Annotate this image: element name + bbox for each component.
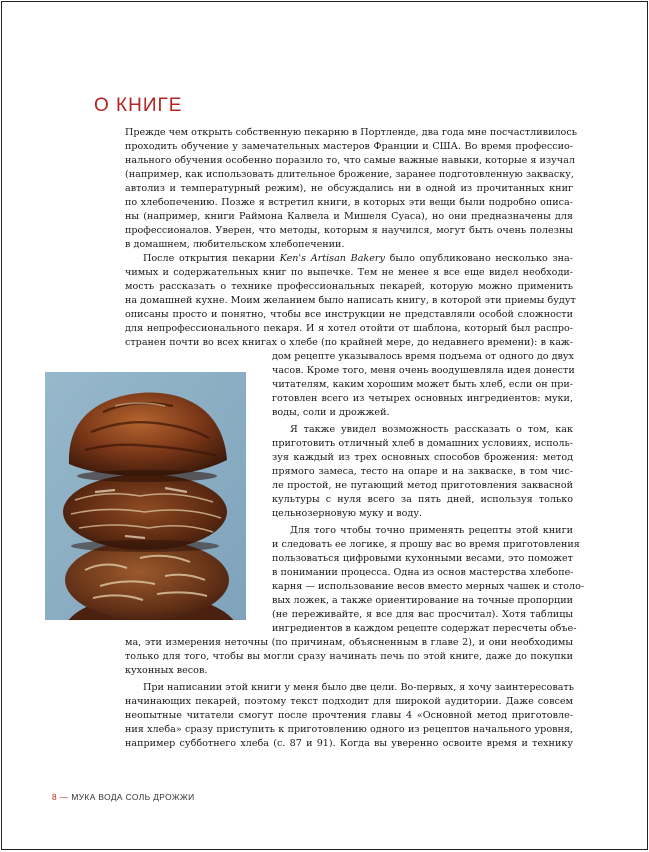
text-line: в домашнем, любительском хлебопечении. [125, 239, 345, 250]
book-page [1, 1, 648, 850]
text-line: проходить обучение у замечательных мастеров Франции и США. Во время профессио- [125, 141, 573, 152]
text-line: готовлен всего из четырех основных ингредиентов: муки, [272, 393, 573, 404]
text-line: карня — использование весов вместо мерных чашек и столо- [272, 581, 585, 592]
text-line: неопытные читатели смогут после прочтения главы 4 «Основной метод приготовле- [125, 710, 573, 721]
running-book-title: МУКА ВОДА СОЛЬ ДРОЖЖИ [71, 792, 195, 802]
text-line: (не переживайте, я все для вас просчитал). Хотя таблицы [272, 609, 573, 620]
page-number: 8 [52, 792, 58, 802]
page-title: О КНИГЕ [94, 95, 183, 116]
text-line: мость рассказать о технике профессиональных пекарей, которую можно применить [125, 281, 573, 292]
text-line: цельнозерновую муку и воду. [272, 508, 423, 519]
text-line: автолиз и температурный режим), не обсуждались ни в одной из прочитанных книг [125, 183, 573, 194]
text-line: дом рецепте указывалось время подъема от одного до двух [272, 351, 574, 362]
text-line: (например, как использовать длительное брожение, заранее подготовленную закваску, [125, 169, 574, 180]
text-line: зуя каждый из трех основных способов брожения: метод [272, 452, 573, 463]
text-line: часов. Кроме того, меня очень воодушевляла идея донести [272, 365, 575, 376]
text-line: прямого замеса, тесто на опаре и на закваске, в том чис- [272, 466, 573, 477]
text-line: вых ложек, а также ориентирование на точные пропорции [272, 595, 573, 606]
text-line: Прежде чем открыть собственную пекарню в Портленде, два года мне посчастливилось [125, 127, 577, 138]
text-line: и следовать ее логике, я прошу вас во время приготовления [272, 539, 580, 550]
text-line: по хлебопечению. Позже я встретил книги, в которых эти вещи были подробно описа- [125, 197, 573, 208]
text-line: странен почти во всех книгах о хлебе (по крайней мере, до недавнего времени): в каж- [125, 337, 573, 348]
text-line: только для того, чтобы вы могли сразу начинать печь по этой книге, даже до покупки [125, 651, 573, 662]
text-line: чимых и содержательных книг по выпечке. Тем не менее я все еще видел необходи- [125, 267, 573, 278]
text-line: пользоваться цифровыми кухонными весами, это поможет [272, 553, 573, 564]
text-line: воды, соли и дрожжей. [272, 407, 390, 418]
text-line: Я также увидел возможность рассказать о том, как [290, 424, 573, 435]
text-line: например субботнего хлеба (с. 87 и 91). Когда вы уверенно освоите время и технику [125, 738, 573, 749]
text-line: ма, эти измерения неточны (по причинам, объясненным в главе 2), и они необходимы [125, 637, 573, 648]
text-line: ния хлеба» сразу приступить к приготовлению одного из рецептов начального уровня, [125, 724, 573, 735]
text-line: для непрофессионального пекаря. И я хотел отойти от шаблона, который был распро- [125, 323, 573, 334]
text-line: описаны просто и понятно, чтобы все инструкции не представляли особой сложности [125, 309, 573, 320]
bread-stack-photo [45, 372, 246, 620]
text-line: При написании этой книги у меня было две цели. Во-первых, я хочу заинтересовать [143, 682, 574, 693]
text-line: на домашней кухне. Моим желанием было написать книгу, в которой эти приемы будут [125, 295, 576, 306]
text-line: нального обучения особенно поразило то, что самые важные навыки, которые я изучал [125, 155, 575, 166]
footer-dash: — [59, 792, 69, 802]
text-line: профессионалов. Уверен, что методы, которым я научился, могут быть очень полезны [125, 225, 573, 236]
text-line: начинающих пекарей, поэтому текст подходит для широкой аудитории. Даже совсем [125, 696, 573, 707]
page-footer [52, 792, 195, 802]
text-line: Для того чтобы точно применять рецепты этой книги [290, 525, 573, 536]
text-line: культуры с нуля всего за пять дней, используя только [272, 494, 573, 505]
text-line: ле простой, не пугающий метод приготовления закваснoй [272, 480, 573, 491]
text-line: в понимании процесса. Одна из основ мастерства хлебопе- [272, 567, 574, 578]
text-line: ингредиентов в каждом рецепте содержат пересчеты объе- [272, 623, 577, 634]
text-line: ны (например, книги Раймона Калвела и Мишеля Суаса), но они предназначены для [125, 211, 573, 222]
text-line: кухонных весов. [125, 665, 208, 676]
text-line: приготовить отличный хлеб в домашних условиях, исполь- [272, 438, 573, 449]
text-line: читателям, каким хорошим может быть хлеб, если он при- [272, 379, 573, 390]
bakery-name: Ken's Artisan Bakery [279, 253, 385, 264]
text-line: После открытия пекарни Ken's Artisan Bakery было опубликовано несколько зна- [143, 253, 573, 264]
